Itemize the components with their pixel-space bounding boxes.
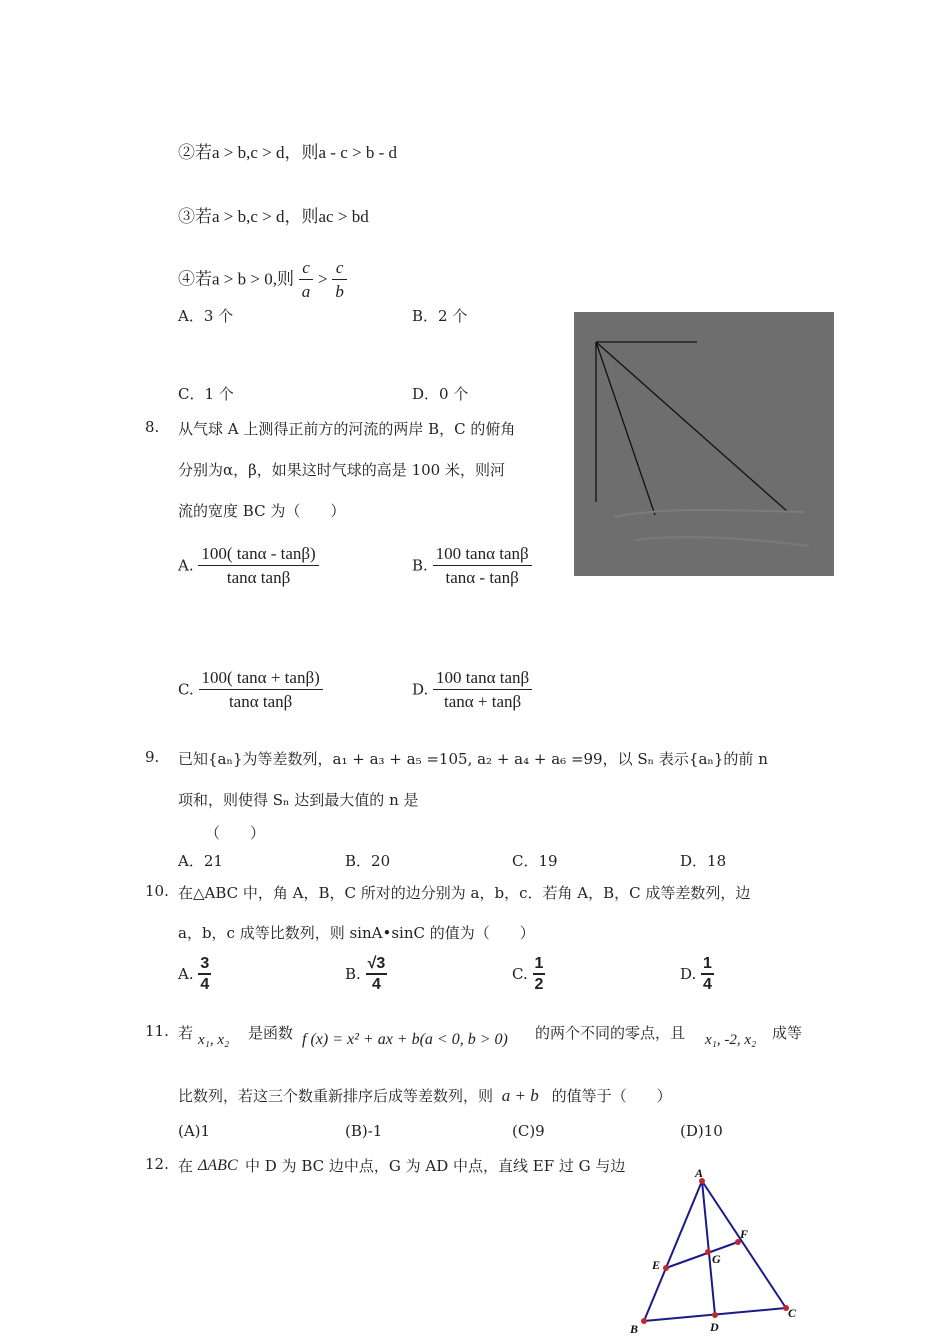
fraction-c-over-a: [299, 257, 314, 304]
q11-line2-text: 比数列，若这三个数重新排序后成等差数列，则: [178, 1087, 494, 1105]
frac-den: 4: [200, 976, 210, 993]
statement-3-text: ③若a > b,c > d，则ac > bd: [178, 207, 369, 226]
q9-line1: 已知{aₙ}为等差数列，a₁ + a₃ + a₅ =105, a₂ + a₄ + a₆ =99，以 Sₙ 表示{aₙ}的前 n: [178, 750, 768, 768]
q7-option-c: C．1 个: [178, 385, 234, 403]
q12-pre: 在: [178, 1157, 194, 1175]
q10-number: 10.: [145, 882, 169, 900]
frac-num: 100 tanα tanβ: [433, 667, 532, 690]
q9-paren: （ ）: [205, 824, 266, 842]
statement-2: [178, 138, 397, 163]
gt-sign: >: [318, 269, 328, 289]
frac-num: 100( tanα + tanβ): [199, 667, 323, 690]
frac-den: tanα + tanβ: [444, 692, 522, 711]
q11-line2-end: 的值等于（ ）: [551, 1087, 672, 1105]
q9-option-d: D．18: [680, 852, 727, 870]
label-b: B: [630, 1322, 639, 1336]
q11-option-a: (A)1: [178, 1122, 211, 1140]
q11-line2: [178, 1085, 672, 1106]
balloon-figure: [574, 312, 834, 576]
q11-option-c: (C)9: [512, 1122, 545, 1140]
option-label: B.: [345, 965, 361, 983]
q10-option-c: [512, 955, 545, 995]
frac-num: 1: [701, 955, 714, 975]
option-label: D.: [680, 965, 697, 983]
statement-3: [178, 202, 369, 227]
q11-function: f (x) = x² + ax + b(a < 0, b > 0): [302, 1031, 508, 1048]
frac-den: 2: [534, 976, 544, 993]
triangle-figure: [620, 1168, 820, 1340]
q9-option-b: B．20: [345, 852, 391, 870]
fraction-c-over-b: [332, 257, 347, 304]
frac-den: a: [301, 282, 311, 301]
q12-triangle: ΔABC: [198, 1157, 238, 1174]
frac-num: 3: [198, 955, 211, 975]
frac-num: c: [299, 257, 314, 280]
q8-option-d: [412, 667, 532, 714]
option-label: A.: [178, 965, 194, 983]
q8-d-fraction: [433, 667, 532, 714]
frac-num: 100( tanα - tanβ): [198, 543, 318, 566]
q11-sequence: x₁, -2, x₂: [705, 1032, 757, 1048]
q9-option-c: C．19: [512, 852, 558, 870]
q9-option-a: A．21: [178, 852, 223, 870]
q10-d-fraction: [701, 955, 714, 995]
q8-a-fraction: [198, 543, 318, 590]
frac-den: tanα tanβ: [228, 692, 293, 711]
q8-option-c: [178, 667, 323, 714]
balloon-diagram: [574, 312, 834, 576]
triangle-diagram: [620, 1168, 820, 1340]
label-e: E: [652, 1258, 661, 1272]
q9-number: 9.: [145, 748, 160, 766]
statement-2-text: ②若a > b,c > d，则a - c > b - d: [178, 143, 398, 162]
q8-line1: 从气球 A 上测得正前方的河流的两岸 B，C 的俯角: [178, 420, 516, 438]
q8-option-b: [412, 543, 532, 590]
statement-4: [178, 257, 347, 304]
q8-option-a: [178, 543, 319, 590]
q11-mid: 是函数: [248, 1024, 294, 1042]
q11-post2: 成等: [772, 1024, 803, 1042]
q10-option-a: [178, 955, 211, 995]
frac-den: tanα - tanβ: [445, 568, 519, 587]
frac-num: 100 tanα tanβ: [433, 543, 532, 566]
q10-line1: 在△ABC 中，角 A，B，C 所对的边分别为 a，b，c．若角 A，B，C 成等差数列，边: [178, 884, 751, 902]
q10-b-fraction: [366, 955, 388, 995]
option-label: C.: [512, 965, 528, 983]
q10-line2: a，b，c 成等比数列，则 sinA•sinC 的值为（ ）: [178, 924, 535, 942]
label-g: G: [712, 1252, 721, 1266]
label-d: D: [710, 1320, 719, 1334]
q11-option-b: (B)-1: [345, 1122, 383, 1140]
option-label: C.: [178, 680, 194, 699]
q8-c-fraction: [199, 667, 323, 714]
q8-line3: 流的宽度 BC 为（ ）: [178, 502, 346, 520]
q9-line2: 项和，则使得 Sₙ 达到最大值的 n 是: [178, 791, 419, 809]
option-label: A.: [178, 556, 194, 575]
q11-expr: a + b: [501, 1086, 539, 1105]
q10-a-fraction: [198, 955, 211, 995]
q11-roots: x₁, x₂: [198, 1032, 230, 1048]
q10-option-b: [345, 955, 387, 995]
frac-den: 4: [371, 976, 381, 993]
q8-number: 8.: [145, 418, 160, 436]
q11-pre: 若: [178, 1024, 194, 1042]
frac-den: 4: [703, 976, 712, 993]
q8-b-fraction: [433, 543, 532, 590]
frac-den: tanα tanβ: [226, 568, 291, 587]
q7-option-b: B．2 个: [412, 307, 468, 325]
frac-num: 1: [533, 955, 546, 975]
q12-text: 中 D 为 BC 边中点，G 为 AD 中点，直线 EF 过 G 与边: [245, 1157, 626, 1175]
q11-number: 11.: [145, 1022, 169, 1040]
q8-line2: 分别为α，β，如果这时气球的高是 100 米，则河: [178, 461, 505, 479]
q10-c-fraction: [533, 955, 546, 995]
q7-option-a: A．3 个: [178, 307, 234, 325]
q11-post: 的两个不同的零点，且: [535, 1024, 686, 1042]
q7-option-d: D．0 个: [412, 385, 469, 403]
option-label: B.: [412, 556, 428, 575]
q11-option-d: (D)10: [680, 1122, 723, 1140]
label-a: A: [695, 1168, 704, 1180]
label-c: C: [788, 1306, 797, 1320]
statement-4-text: ④若a > b > 0,则: [178, 269, 294, 289]
label-f: F: [740, 1227, 749, 1241]
frac-den: b: [335, 282, 344, 301]
q10-option-d: [680, 955, 714, 995]
q12-number: 12.: [145, 1155, 169, 1173]
frac-num: √3: [366, 955, 388, 975]
option-label: D.: [412, 680, 429, 699]
frac-num: c: [332, 257, 347, 280]
